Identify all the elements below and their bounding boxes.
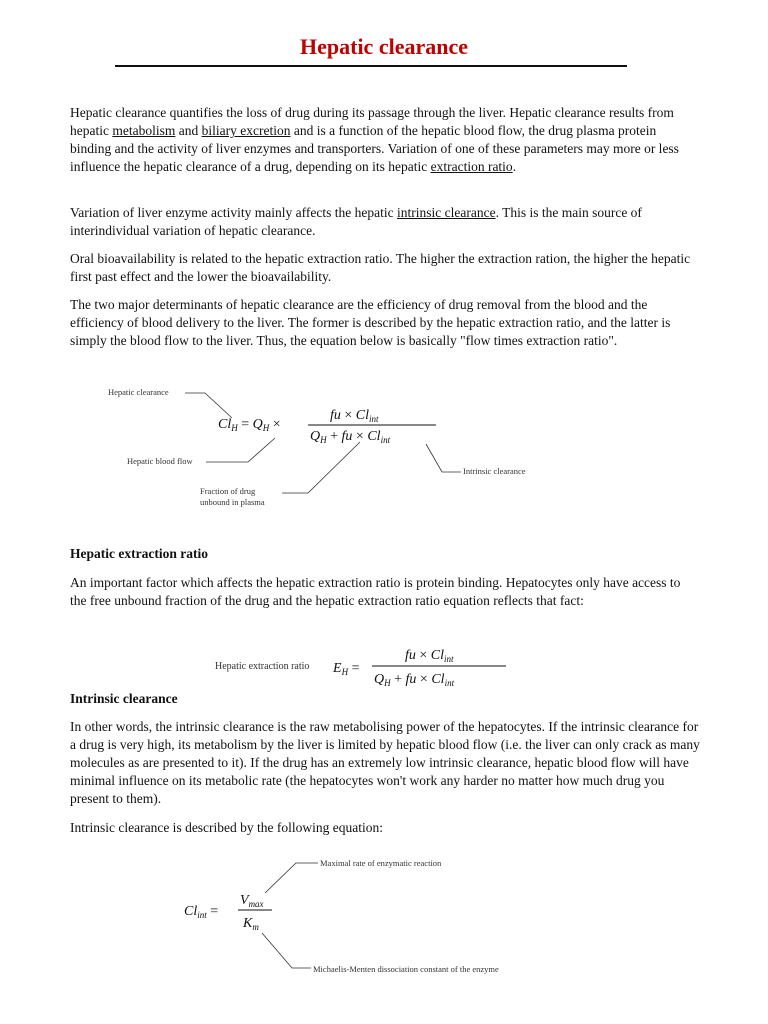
label-fraction-unbound-1: Fraction of drug: [200, 486, 256, 496]
eq2-numerator: fu × $Cl_{int}$: [405, 648, 454, 664]
label-hepatic-clearance: Hepatic clearance: [108, 387, 169, 397]
leader-fraction-unbound: [282, 442, 360, 493]
km-term: $K_m$: [243, 916, 259, 932]
determinants-paragraph: The two major determinants of hepatic clearance are the efficiency of drug removal from the blood and the efficiency of blood delivery to the liver. The former is described by the hepatic extraction ratio, and the latter is simply the blood flow to the liver. Thus, the equation below is basically "flow times extraction ratio".: [70, 297, 671, 348]
label-km: Michaelis-Menten dissociation constant of the enzyme: [313, 964, 499, 974]
label-fraction-unbound-2: unbound in plasma: [200, 497, 265, 507]
eq2-denominator: $Q_H$ + fu × $Cl_{int}$: [374, 672, 455, 688]
para2-text-1: Variation of liver enzyme activity mainly affects the hepatic: [70, 205, 397, 220]
biliary-excretion-link[interactable]: biliary excretion: [201, 123, 291, 138]
heading-intrinsic-clearance: Intrinsic clearance: [70, 691, 178, 706]
protein-binding-paragraph: An important factor which affects the hepatic extraction ratio is protein binding. Hepatocytes only have access to the free unbound fraction of the drug and the hepatic extraction ratio equation reflects that fact:: [70, 575, 681, 608]
intro-text-2: and: [175, 123, 202, 138]
leader-blood-flow: [206, 438, 275, 462]
eq1-numerator: fu × $Cl_{int}$: [330, 408, 379, 424]
page-title: Hepatic clearance: [300, 34, 468, 59]
e-h-term: $E_H$ =: [333, 661, 360, 677]
eq1-denominator: $Q_H$ + fu × $Cl_{int}$: [310, 429, 391, 445]
heading-hepatic-extraction-ratio: Hepatic extraction ratio: [70, 546, 208, 561]
intrinsic-clearance-equation: [0, 850, 768, 1024]
para2-text-2: . This is the main source of interindividual variation of hepatic clearance.: [70, 205, 642, 238]
intrinsic-equation-intro: Intrinsic clearance is described by the following equation:: [70, 820, 384, 835]
intro-text-3: and is a function of the hepatic blood flow, the drug plasma protein binding and the activity of liver enzymes and transporters. Variation of one of these parameters may more or less influence the hepatic clearance of a drug, depending on its hepatic: [70, 123, 679, 174]
metabolism-link[interactable]: metabolism: [112, 123, 176, 138]
cl-int-term: $Cl_{int}$ =: [184, 904, 219, 920]
leader-vmax: [265, 863, 318, 893]
bioavailability-paragraph: Oral bioavailability is related to the hepatic extraction ratio. The higher the extraction ration, the higher the hepatic first past effect and the lower the bioavailability.: [70, 251, 691, 284]
label-vmax: Maximal rate of enzymatic reaction: [320, 858, 442, 868]
label-hepatic-blood-flow: Hepatic blood flow: [127, 456, 193, 466]
extraction-ratio-equation: [0, 630, 768, 700]
cl-h-term: $Cl_H = Q_H$ ×: [218, 417, 281, 433]
leader-intrinsic: [426, 444, 461, 472]
intro-text-1: Hepatic clearance quantifies the loss of drug during its passage through the liver. Hepatic clearance results from hepatic: [70, 105, 674, 138]
vmax-term: $V_{max}$: [240, 893, 264, 909]
intro-text-4: .: [512, 159, 517, 174]
intrinsic-clearance-paragraph: In other words, the intrinsic clearance is the raw metabolising power of the hepatocytes. If the intrinsic clearance for a drug is very high, its metabolism by the liver is limited by hepatic blood flow (i.e. the liver can only crack as many molecules as are presented to it). If the drug has an extremely low intrinsic clearance, hepatic blood flow will have minimal influence on its metabolic rate (the hepatocytes won't work any harder no matter how much drug you present to them).: [70, 719, 700, 806]
label-extraction-ratio: Hepatic extraction ratio: [215, 661, 310, 672]
extraction-ratio-link[interactable]: extraction ratio: [430, 159, 513, 174]
leader-hepatic-clearance: [185, 393, 232, 418]
leader-km: [262, 933, 311, 968]
intrinsic-clearance-link[interactable]: intrinsic clearance: [397, 205, 496, 220]
label-intrinsic-clearance: Intrinsic clearance: [463, 466, 526, 476]
